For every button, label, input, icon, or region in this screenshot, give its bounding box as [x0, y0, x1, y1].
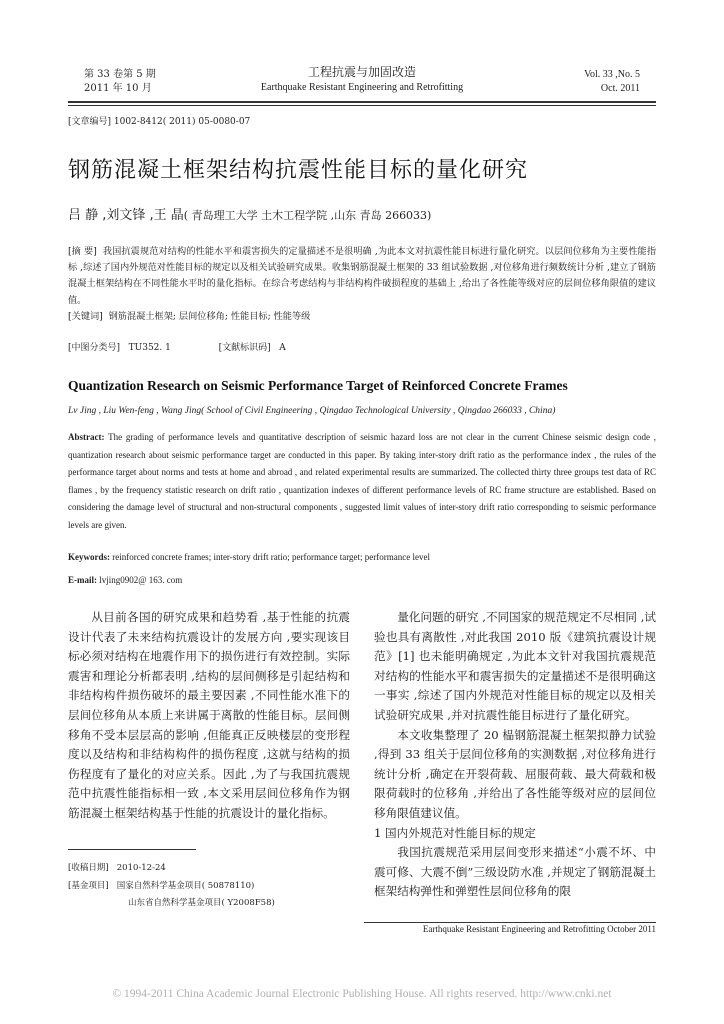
abstract-en-text: The grading of performance levels and quantitative description of seismic hazard loss are not clear in the current Chinese seismic design code , quantization research about seismic performance target are conducted in this paper. By taking inter-story drift ratio as the performance index , the rules of the performance target about norms and tests at home and abroad , and related experimental results are summarized. The collected thirty three groups test data of RC flames , by the frequency statistic research on drift ratio , quantization indexes of different performance levels of RC frame structure are established. Based on considering the damage level of structural and non-structural components , suggested limit values of inter-story drift ratio corresponding to seismic performance levels are given.: [68, 432, 656, 530]
email-value[interactable]: lvjing0902@ 163. com: [99, 575, 183, 585]
author-affiliation-cn: ( 青岛理工大学 土木工程学院 ,山东 青岛 266033): [183, 209, 432, 222]
title-en: Quantization Research on Seismic Performance Target of Reinforced Concrete Frames: [68, 378, 568, 393]
keywords-en: [68, 552, 430, 562]
copyright-watermark: © 1994-2011 China Academic Journal Electronic Publishing House. All rights reserved. http://www.cnki.net: [112, 988, 612, 1000]
received-label: [收稿日期]: [68, 863, 109, 873]
date-en: Oct. 2011: [600, 83, 640, 94]
header-rule-thick: [68, 101, 656, 103]
keywords-cn-text: 钢筋混凝土框架; 层间位移角; 性能目标; 性能等级: [108, 310, 311, 322]
abstract-en: [68, 429, 656, 534]
volume-issue-cn: 第 33 卷第 5 期: [84, 69, 156, 80]
fund-value-2: 山东省自然科学基金项目( Y2008F58): [128, 898, 275, 908]
body-column-right: [374, 608, 656, 902]
journal-name-en: Earthquake Resistant Engineering and Retrofitting: [260, 82, 464, 93]
volume-issue-en: Vol. 33 ,No. 5: [584, 69, 640, 80]
footer-journal: Earthquake Resistant Engineering and Retrofitting October 2011: [422, 924, 656, 934]
classification: [68, 342, 286, 355]
doc-code-label: [文献标识码]: [218, 343, 271, 353]
abstract-en-label: Abstract:: [68, 432, 105, 442]
email-label: E-mail:: [68, 575, 97, 585]
clc-value: TU352. 1: [128, 343, 171, 353]
footnote-received: [68, 861, 166, 876]
email: [68, 575, 182, 585]
keywords-en-label: Keywords:: [68, 552, 110, 562]
header-rule-thin: [68, 105, 656, 106]
paragraph: 量化问题的研究 ,不同国家的规范规定不尽相同 ,试验也具有离散性 ,对此我国 2010 版《建筑抗震设计规范》[1] 也未能明确规定 ,为此本文针对我国抗震规范对结构的性能水平和震害损失的定量描述不是很明确这一事实 ,综述了国内外规范对性能目标的规定以及相关试验研究成果 ,并对抗震性能目标进行了量化研究。: [374, 610, 656, 722]
authors-en: Lv Jing , Liu Wen-feng , Wang Jing( School of Civil Engineering , Qingdao Technological University , Qingdao 266033 , China): [68, 406, 556, 416]
doc-code-value: A: [279, 343, 286, 353]
clc-label: [中图分类号]: [68, 343, 121, 353]
abstract-cn: [68, 244, 656, 325]
journal-name-cn: 工程抗震与加固改造: [307, 65, 416, 79]
footer-rule: [364, 922, 656, 923]
header-volume-en: [540, 68, 640, 96]
footnote-fund: [68, 879, 254, 894]
fund-label: [基金项目]: [68, 881, 109, 891]
title-cn: 钢筋混凝土框架结构抗震性能目标的量化研究: [68, 158, 529, 183]
received-value: 2010-12-24: [116, 863, 166, 873]
date-cn: 2011 年 10 月: [84, 83, 152, 94]
paragraph: 我国抗震规范采用层间变形来描述“小震不坏、中震可修、大震不倒”三级设防水准 ,并规定了钢筋混凝土框架结构弹性和弹塑性层间位移角的限: [374, 845, 656, 899]
keywords-en-text: reinforced concrete frames; inter-story drift ratio; performance target; performance level: [112, 552, 430, 562]
abstract-cn-label: [摘 要]: [68, 246, 97, 257]
abstract-cn-text: 我国抗震规范对结构的性能水平和震害损失的定量描述不是很明确 ,为此本文对抗震性能目标进行量化研究。以层间位移角为主要性能指标 ,综述了国内外规范对性能目标的规定以及相关试验研究成果。收集钢筋混凝土框架的 33 组试验数据 ,对位移角进行频数统计分析 ,建立了钢筋混凝土框架结构在不同性能水平时的量化指标。在综合考虑结构与非结构构件破损程度的基础上 ,给出了各性能等级对应的层间位移角限值的建议值。: [68, 246, 657, 306]
article-number: [文章编号] 1002-8412( 2011) 05-0080-07: [68, 117, 251, 127]
section-heading: 1 国内外规范对性能目标的规定: [374, 825, 536, 840]
author-names-cn: 吕 静 ,刘文锋 ,王 晶: [68, 208, 184, 223]
footnote-rule: [68, 849, 196, 850]
keywords-cn-label: [关键词]: [68, 310, 103, 322]
keywords-cn: [68, 309, 656, 325]
body-column-left: [68, 608, 350, 824]
paragraph: 本文收集整理了 20 榀钢筋混凝土框架拟静力试验 ,得到 33 组关于层间位移角的实测数据 ,对位移角进行统计分析 ,确定在开裂荷载、屈服荷载、最大荷载和极限荷载时的位移角 ,并给出了各性能等级对应的层间位移角限值建议值。: [374, 727, 656, 820]
fund-value-1: 国家自然科学基金项目( 50878110): [116, 881, 255, 891]
authors-cn: [68, 208, 431, 224]
paragraph: 从目前各国的研究成果和趋势看 ,基于性能的抗震设计代表了未来结构抗震设计的发展方向 ,要实现该目标必须对结构在地震作用下的损伤进行有效控制。实际震害和理论分析都表明 ,结构的层间侧移是引起结构和非结构构件损伤破坏的最主要因素 ,不同性能水准下的层间位移角从本质上来讲属于离散的性能目标。层间侧移角不受本层层高的影响 ,但能真正反映楼层的变形程度以及结构和非结构构件的损伤程度 ,这就与结构的损伤程度有了量化的对应关系。因此 ,为了与我国抗震规范中抗震性能指标相一致 ,本文采用层间位移角作为钢筋混凝土框架结构基于性能的抗震设计的量化指标。: [68, 610, 350, 820]
